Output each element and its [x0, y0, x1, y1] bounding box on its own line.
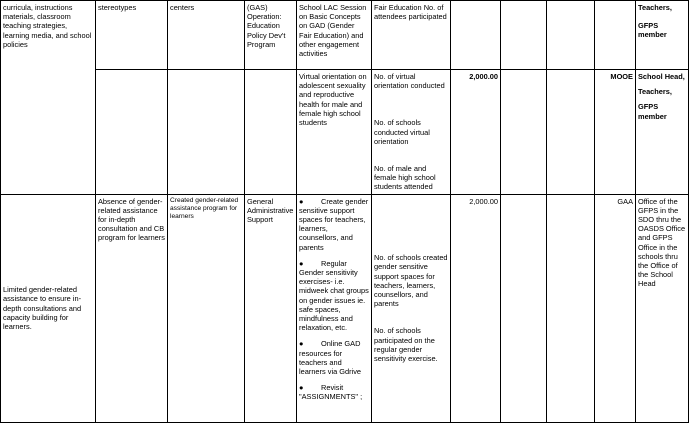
- cell-gender-issue: curricula, instructions materials, classroom teaching strategies, learning media, and school policies: [1, 1, 96, 195]
- list-item: ● Regular Gender sensitivity exercises- i.e. midweek chat groups on gender issues ie. safe spaces, mindfulness and relaxation, etc.: [299, 258, 369, 333]
- cell-activity: [297, 194, 372, 422]
- cell-cause: stereotypes: [96, 1, 168, 70]
- cell-responsible: Teachers, GFPS member: [636, 1, 689, 70]
- cell-empty: [501, 70, 547, 195]
- list-item: ● Create gender sensitive support spaces for teachers, learners, counsellors, and parents: [299, 196, 369, 252]
- list-item: ● Revisit "ASSIGNMENTS" ;: [299, 383, 363, 402]
- cell-empty: [547, 194, 595, 422]
- cell-budget: [451, 1, 501, 70]
- cell-gender-issue: Limited gender-related assistance to ensure in-depth consultations and capacity building for learners.: [1, 194, 96, 422]
- cell-activity: Virtual orientation on adolescent sexuality and reproductive health for male and female high school students: [297, 70, 372, 195]
- cell-objective: Created gender-related assistance program for learners: [168, 194, 245, 422]
- cell-indicator: No. of virtual orientation conducted No. of schools conducted virtual orientation No. of male and female high school students attended: [372, 70, 451, 195]
- table-row: [1, 70, 689, 195]
- cell-source: MOOE: [595, 70, 636, 195]
- cell-indicator: No. of schools created gender sensitive support spaces for teachers, learners, counsellors, and parents No. of schools participated on the regular gender sensitivity exercise.: [372, 194, 451, 422]
- cell-responsible: School Head, Teachers, GFPS member: [636, 70, 689, 195]
- cell-cause: Absence of gender-related assistance for in-depth consultation and CB program for learners: [96, 194, 168, 422]
- cell-program: General Administrative Support: [245, 194, 297, 422]
- table-row: [1, 194, 689, 422]
- cell-responsible: Office of the GFPS in the SDO thru the OASDS Office and GFPS Office in the schools thru the Office of the School Head: [636, 194, 689, 422]
- cell-empty: [547, 70, 595, 195]
- table-row: [1, 1, 689, 70]
- cell-objective: [168, 70, 245, 195]
- cell-source: GAA: [595, 194, 636, 422]
- cell-program: [245, 70, 297, 195]
- cell-cause: [96, 70, 168, 195]
- list-item: ● Online GAD resources for teachers and learners via Gdrive: [299, 339, 362, 377]
- cell-empty: [501, 194, 547, 422]
- cell-activity: School LAC Session on Basic Concepts on GAD (Gender Fair Education) and other engagement activities: [297, 1, 372, 70]
- cell-empty: [547, 1, 595, 70]
- cell-source: [595, 1, 636, 70]
- cell-budget: 2,000.00: [451, 70, 501, 195]
- cell-empty: [501, 1, 547, 70]
- cell-objective: centers: [168, 1, 245, 70]
- cell-budget: 2,000.00: [451, 194, 501, 422]
- cell-program: (GAS) Operation: Education Policy Dev't Program: [245, 1, 297, 70]
- cell-indicator: Fair Education No. of attendees participated: [372, 1, 451, 70]
